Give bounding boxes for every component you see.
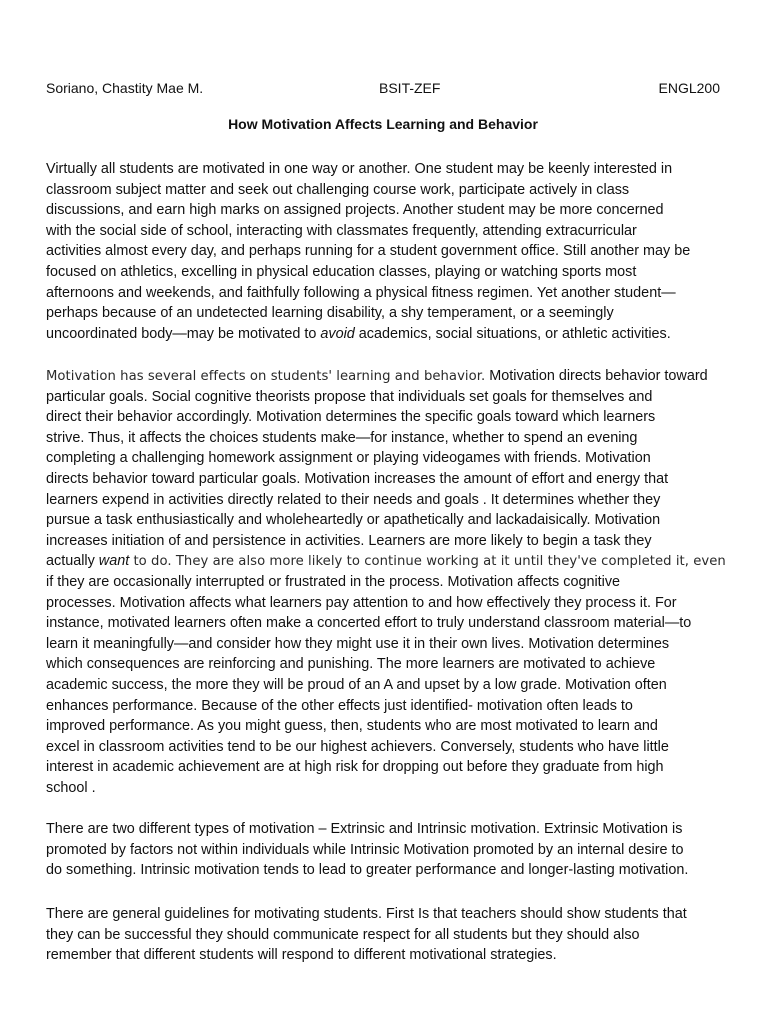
paragraph-line: activities almost every day, and perhaps running for a student government office. Still another may be	[46, 243, 691, 260]
paragraph-line: interest in academic achievement are at high risk for dropping out before they graduate from high	[46, 759, 664, 776]
paragraph-line: excel in classroom activities tend to be our highest achievers. Conversely, students who have little	[46, 738, 669, 755]
paragraph-line: discussions, and earn high marks on assigned projects. Another student may be more concerned	[46, 202, 664, 219]
paragraph-line: Virtually all students are motivated in one way or another. One student may be keenly interested in	[46, 161, 673, 177]
paragraph-line: pursue a task enthusiastically and wholeheartedly or apathetically and lackadaisically. Motivation	[46, 512, 661, 529]
paragraph-line: promoted by factors not within individuals while Intrinsic Motivation promoted by an internal desire to	[46, 841, 684, 858]
paragraph-2	[46, 366, 726, 798]
paragraph-line: do something. Intrinsic motivation tends to lead to greater performance and longer-lasting motivation.	[46, 862, 689, 879]
paragraph-1	[46, 159, 722, 344]
paragraph-line: increases initiation of and persistence in activities. Learners are more likely to begin a task they	[46, 532, 652, 549]
document-header	[46, 80, 720, 100]
paragraph-line: completing a challenging homework assignment or playing videogames with friends. Motivation	[46, 450, 651, 467]
paragraph-line: There are two different types of motivation – Extrinsic and Intrinsic motivation. Extrinsic Motivation is	[46, 821, 683, 837]
paragraph-line: direct their behavior accordingly. Motivation determines the specific goals toward which learners	[46, 409, 656, 426]
paragraph-line	[46, 324, 722, 345]
paragraph-line: There are general guidelines for motivating students. First Is that teachers should show students that	[46, 906, 687, 922]
paragraph-line: which consequences are reinforcing and punishing. The more learners are motivated to achieve	[46, 656, 656, 673]
text-run: uncoordinated body—may be motivated to	[46, 325, 321, 342]
paragraph-line	[46, 366, 722, 387]
paragraph-line: directs behavior toward particular goals. Motivation increases the amount of effort and energy that	[46, 470, 669, 487]
paragraph-line: learners expend in activities directly related to their needs and goals . It determines whether they	[46, 491, 661, 508]
paragraph-line: classroom subject matter and seek out challenging course work, participate actively in class	[46, 181, 630, 198]
paragraph-line: academic success, the more they will be proud of an A and upset by a low grade. Motivation often	[46, 676, 667, 693]
paragraph-line: perhaps because of an undetected learning disability, a shy temperament, or a seemingly	[46, 305, 614, 322]
paragraph-line: instance, motivated learners often make a concerted effort to truly understand classroom material—to	[46, 615, 692, 632]
paragraph-line: enhances performance. Because of the other effects just identified- motivation often leads to	[46, 697, 633, 714]
paragraph-3	[46, 819, 722, 881]
paragraph-line: strive. Thus, it affects the choices students make—for instance, whether to spend an evening	[46, 429, 638, 446]
paragraph-line: improved performance. As you might guess, then, students who are most motivated to learn and	[46, 718, 658, 735]
paragraph-4	[46, 904, 722, 966]
section-code: BSIT-ZEF	[379, 80, 441, 96]
text-run: academics, social situations, or athletic activities.	[354, 325, 671, 342]
text-run: actually	[46, 553, 99, 570]
paragraph-line: focused on athletics, excelling in physical education classes, playing or watching sports most	[46, 263, 637, 280]
emphasized-word: avoid	[320, 325, 355, 342]
document-title: How Motivation Affects Learning and Behavior	[228, 116, 538, 132]
paragraph-line: school .	[46, 779, 96, 796]
paragraph-line: particular goals. Social cognitive theorists propose that individuals set goals for themselves and	[46, 388, 653, 405]
paragraph-line: afternoons and weekends, and faithfully following a physical fitness regimen. Yet another student—	[46, 284, 676, 301]
author-name: Soriano, Chastity Mae M.	[46, 80, 204, 96]
text-run: Motivation has several effects on students' learning and behavior.	[46, 369, 486, 384]
paragraph-line: remember that different students will respond to different motivational strategies.	[46, 947, 557, 964]
course-code: ENGL200	[658, 80, 720, 96]
paragraph-line: learn it meaningfully—and consider how they might use it in their own lives. Motivation determines	[46, 635, 670, 652]
emphasized-word: want	[98, 553, 130, 570]
paragraph-line: if they are occasionally interrupted or frustrated in the process. Motivation affects cognitive	[46, 573, 621, 590]
text-run: Motivation directs behavior toward	[485, 368, 708, 384]
paragraph-line: with the social side of school, interacting with classmates frequently, attending extracurricular	[46, 222, 637, 239]
paragraph-line: they can be successful they should communicate respect for all students but they should also	[46, 926, 640, 943]
text-run: to do. They are also more likely to continue working at it until they've completed it, even	[129, 554, 726, 570]
paragraph-line	[46, 551, 726, 572]
paragraph-line: processes. Motivation affects what learners pay attention to and how effectively they process it. For	[46, 594, 677, 611]
